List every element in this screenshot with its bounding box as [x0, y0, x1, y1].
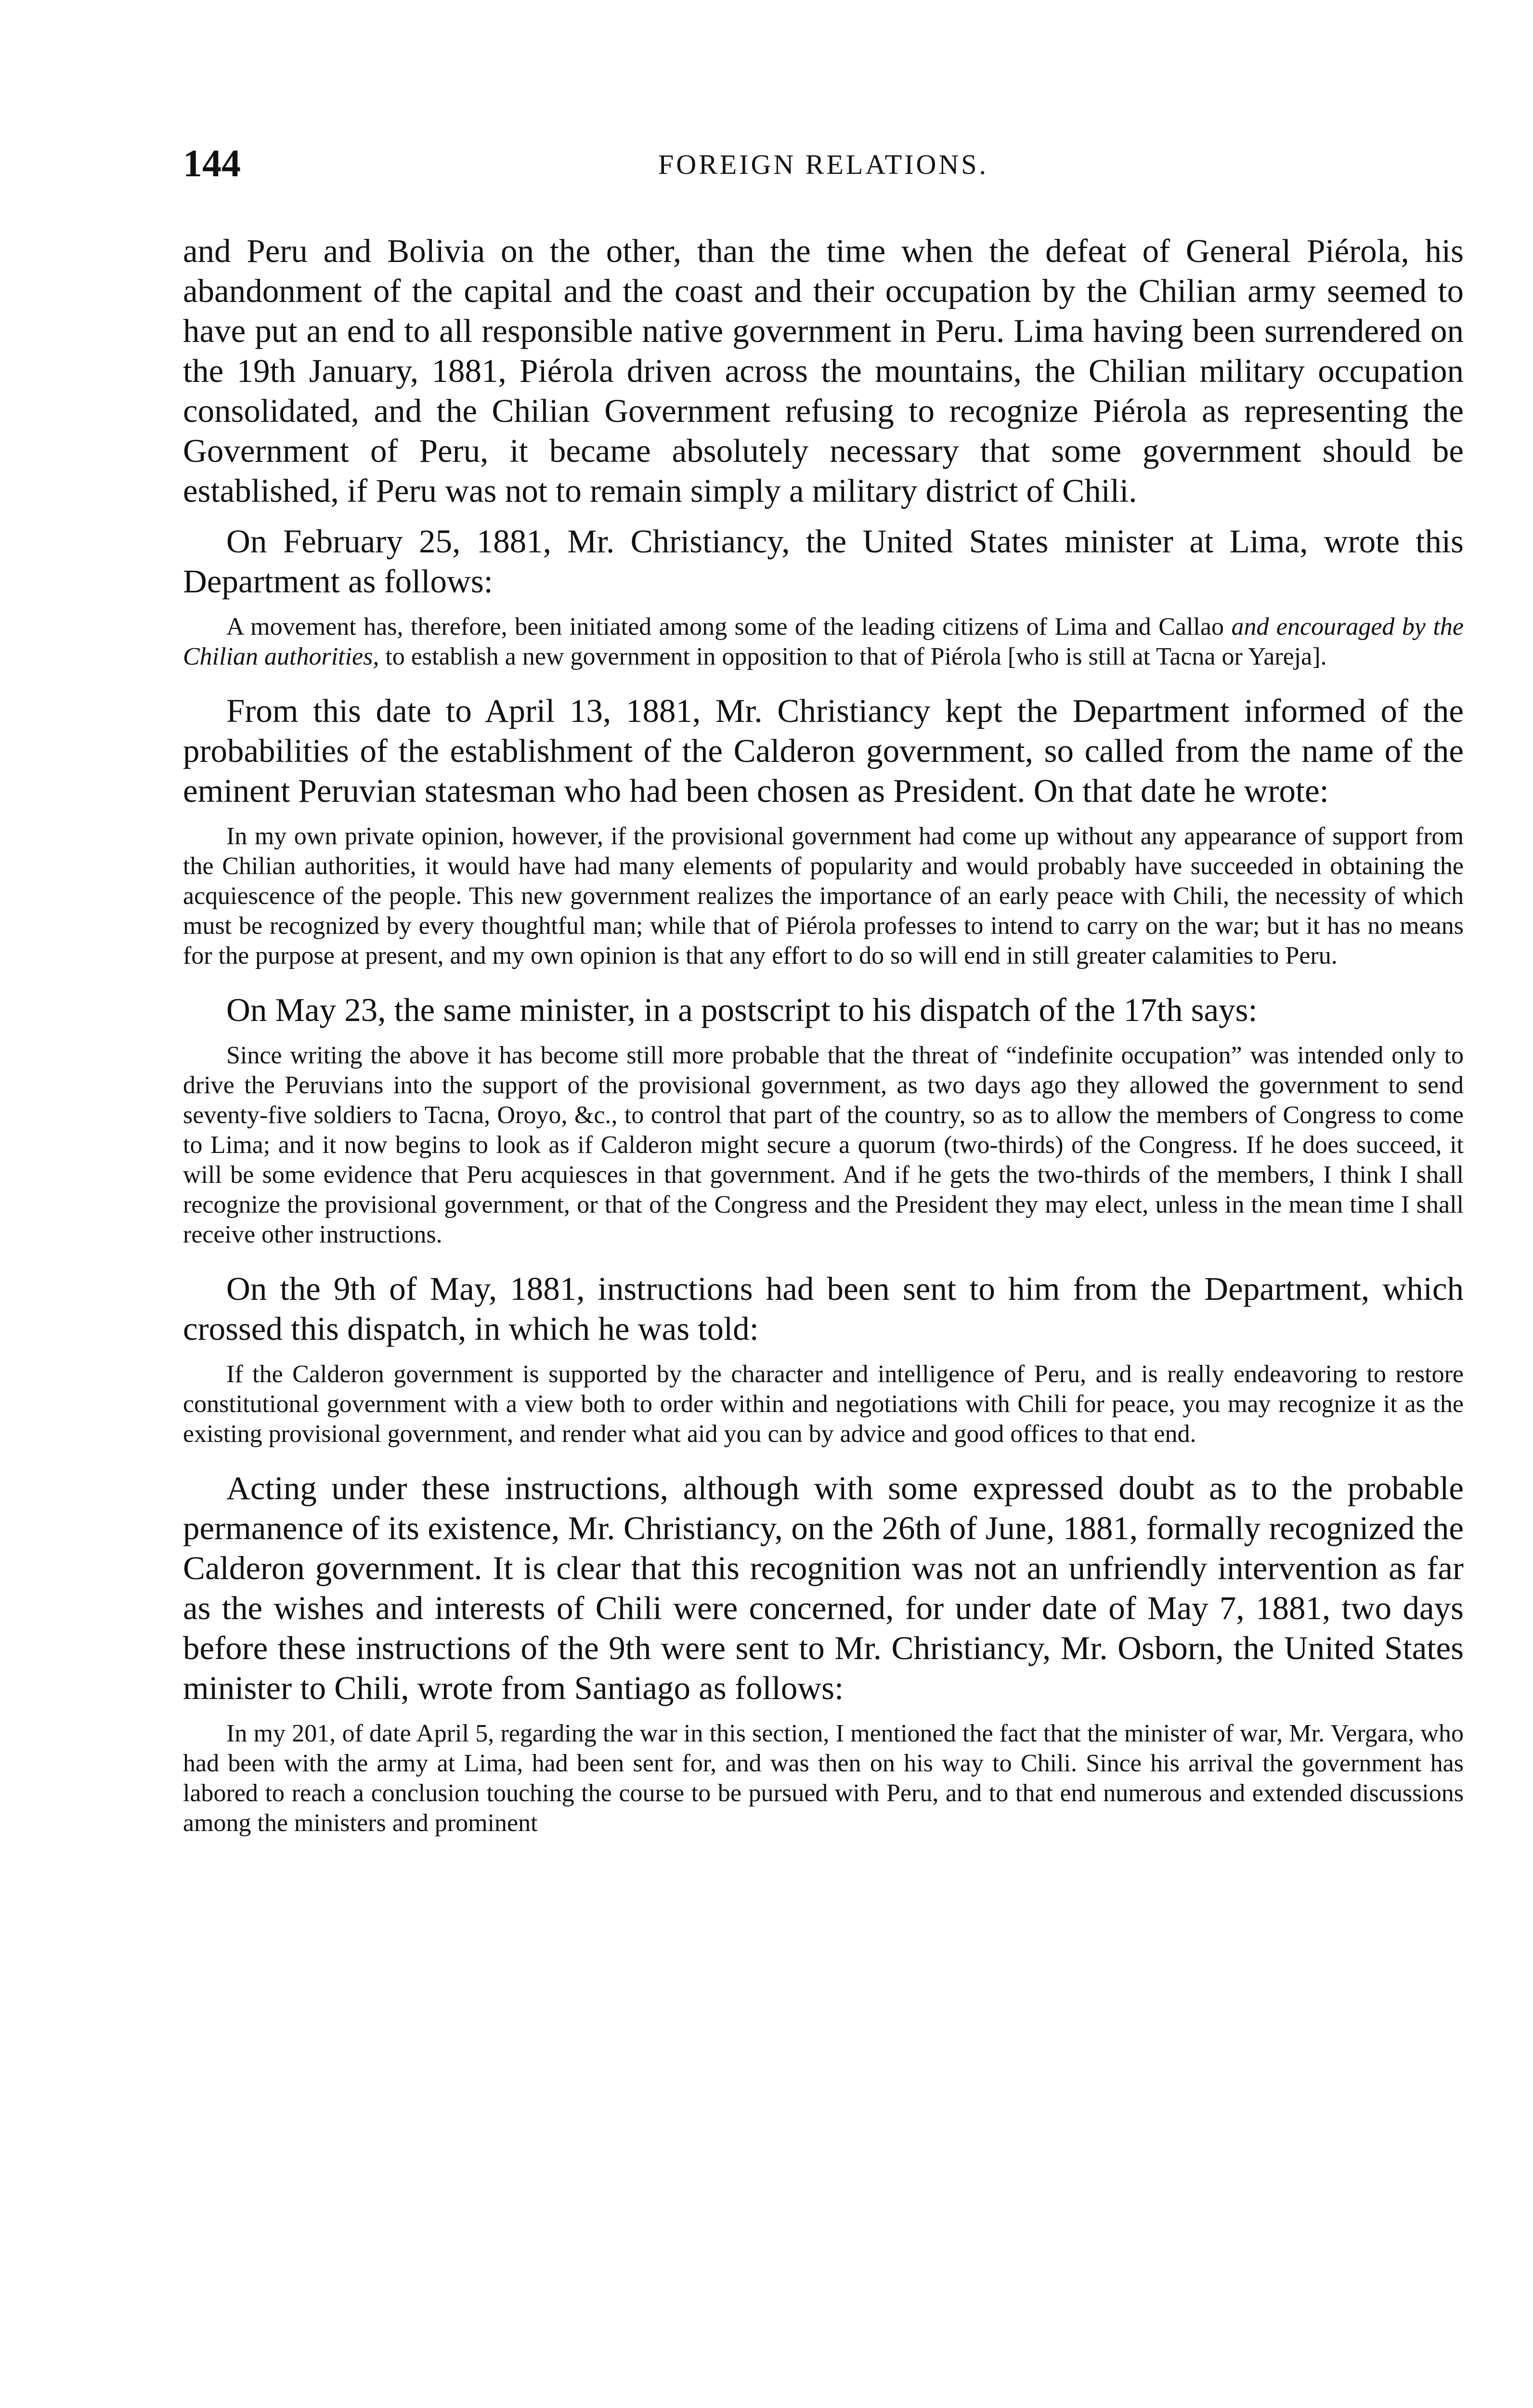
- body-paragraph-continuation: and Peru and Bolivia on the other, than the time when the defeat of General Piérola, his abandonment of the capital and the coast and their occupation by the Chilian army seemed to have put an end to all responsible native government in Peru. Lima having been surrendered on the 19th January, 1881, Piérola driven across the mountains, the Chilian military occupation consolidated, and the Chilian Government refusing to recognize Piérola as representing the Government of Peru, it became absolutely necessary that some government should be established, if Peru was not to remain simply a military district of Chili.: [183, 233, 1464, 509]
- page-header: [183, 140, 1464, 193]
- quote-christiancy-april: In my own private opinion, however, if the provisional government had come up without any appearance of support from the Chilian authorities, it would have had many elements of popularity and would probably have succeeded in obtaining the acquiescence of the people. This new government realizes the importance of an early peace with Chili, the necessity of which must be recognized by every thoughtful man; while that of Piérola professes to intend to carry on the war; but it has no means for the purpose at present, and my own opinion is that any effort to do so will end in still greater calamities to Peru.: [183, 823, 1464, 969]
- running-title: FOREIGN RELATIONS.: [658, 149, 989, 180]
- quote-emphasis: and encouraged by the Chilian authorities,: [183, 613, 1464, 670]
- quote-text: to establish a new government in opposition to that of Piérola [who is still at Tacna or Yareja].: [379, 643, 1327, 670]
- page-body: [183, 231, 1464, 1858]
- quote-department-instructions: If the Calderon government is supported by the character and intelligence of Peru, and is really endeavoring to restore constitutional government with a view both to order within and negotiations with Chili for peace, you may recognize it as the existing provisional government, and render what aid you can by advice and good offices to that end.: [183, 1361, 1464, 1448]
- quote-christiancy-february: [183, 612, 1464, 672]
- quote-osborn-santiago: In my 201, of date April 5, regarding the war in this section, I mentioned the fact that the minister of war, Mr. Vergara, who had been with the army at Lima, had been sent for, and was then on his way to Chili. Since his arrival the government has labored to reach a conclusion touching the course to be pursued with Peru, and to that end numerous and extended discussions among the ministers and prominent: [183, 1720, 1464, 1837]
- body-paragraph-may-9: On the 9th of May, 1881, instructions had been sent to him from the Department, which crossed this dispatch, in which he was told:: [183, 1270, 1464, 1347]
- body-paragraph-recognition: Acting under these instructions, although with some expressed doubt as to the probable permanence of its existence, Mr. Christiancy, on the 26th of June, 1881, formally recognized the Calderon government. It is clear that this recognition was not an unfriendly intervention as far as the wishes and interests of Chili were concerned, for under date of May 7, 1881, two days before these instructions of the 9th were sent to Mr. Christiancy, Mr. Osborn, the United States minister to Chili, wrote from Santiago as follows:: [183, 1470, 1464, 1706]
- body-paragraph-february-25: On February 25, 1881, Mr. Christiancy, the United States minister at Lima, wrote this Department as follows:: [183, 523, 1464, 600]
- quote-christiancy-postscript: Since writing the above it has become still more probable that the threat of “indefinite occupation” was intended only to drive the Peruvians into the support of the provisional government, as two days ago they allowed the government to send seventy-five soldiers to Tacna, Oroyo, &c., to control that part of the country, so as to allow the members of Congress to come to Lima; and it now begins to look as if Calderon might secure a quorum (two-thirds) of the Congress. If he does succeed, it will be some evidence that Peru acquiesces in that government. And if he gets the two-thirds of the members, I think I shall recognize the provisional government, or that of the Congress and the President they may elect, unless in the mean time I shall receive other instructions.: [183, 1042, 1464, 1248]
- body-paragraph-april-13: From this date to April 13, 1881, Mr. Christiancy kept the Department informed of the probabilities of the establishment of the Calderon government, so called from the name of the eminent Peruvian statesman who had been chosen as President. On that date he wrote:: [183, 693, 1464, 809]
- body-paragraph-may-23: On May 23, the same minister, in a postscript to his dispatch of the 17th says:: [226, 992, 1258, 1028]
- page-number: 144: [183, 143, 241, 185]
- quote-text: A movement has, therefore, been initiated among some of the leading citizens of Lima and Callao: [226, 613, 1232, 641]
